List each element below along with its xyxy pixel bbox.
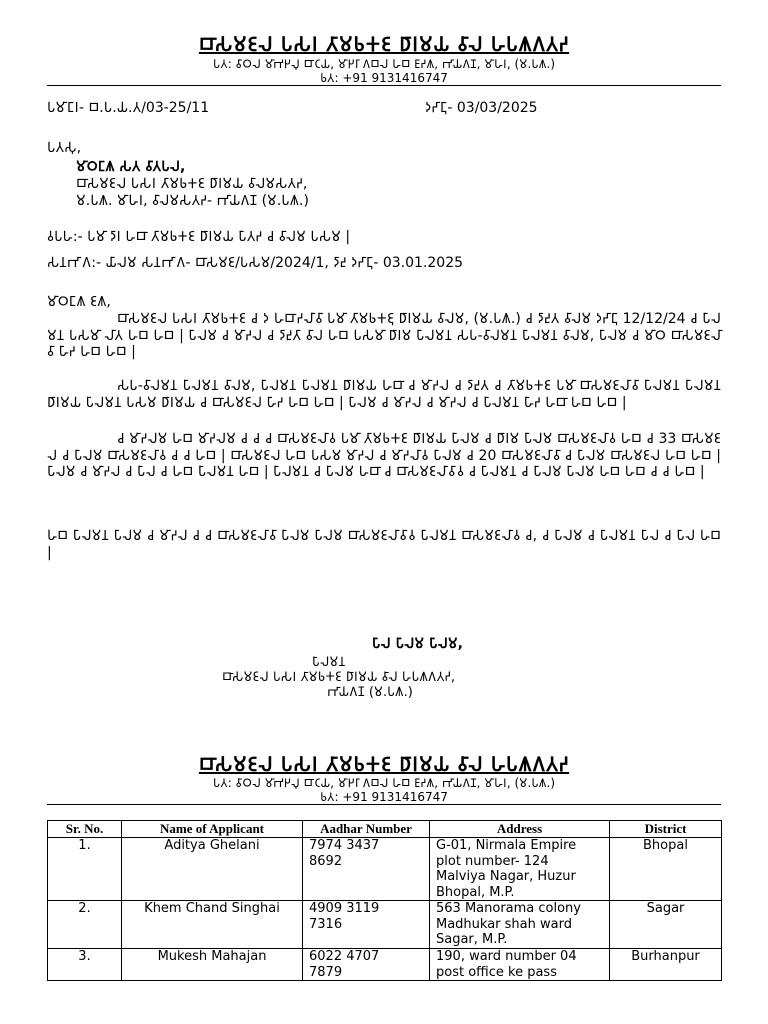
header-divider (47, 85, 721, 86)
cell-applicant-name: Khem Chand Singhai (122, 901, 303, 949)
to-label: 𑀧𑀢𑀲𑀼, (47, 140, 82, 156)
cell-address (430, 901, 610, 949)
reference-number: 𑀧𑀫𑀸𑀗𑀭- 𑀩.𑀧.𑀬.𑀢/03-25/11 (47, 100, 210, 116)
letter-reference: 𑀲𑀦𑀪𑀸𑀕:- 𑀬𑀸𑀮𑀫 𑀲𑀦𑀪𑀸𑀕- 𑀩𑀸𑀲𑀫𑀚/𑀧𑀲𑀫/2024/1, 𑀤𑀸𑀟𑀼 𑀤𑀟𑀸𑀗𑀼- 03.01.2025 (47, 255, 464, 271)
annex-header-divider (47, 804, 721, 805)
column-header-aadhar: Aadhar Number (303, 821, 430, 838)
cell-address (430, 949, 610, 981)
letter-date: 𑀤𑀟𑀸𑀗𑀼- 03/03/2025 (425, 100, 538, 116)
signature-name: 𑀧𑀸𑀮𑀫𑀦 (312, 655, 346, 670)
address-line: Bhopal, M.P. (436, 884, 515, 900)
recipient-line-1: 𑀫𑀸𑀞𑀗𑀰 𑀲𑀢 𑀯𑀸𑀢𑀧𑀮, (76, 159, 186, 175)
table-row (48, 838, 722, 901)
annex-address-line: 𑀧𑀢: 𑀯𑀸𑀞𑀮 𑀫𑀸𑀪𑀛𑀮𑀼 𑀩𑀸𑀝𑀬, 𑀫𑀸𑀛𑀭𑀸 𑀕𑀩𑀮 𑀳𑀩 𑀗𑀸𑀟𑀰, 𑀪𑀸𑀬𑀕𑀡, 𑀫𑀸𑀳𑀭, (𑀫.𑀧𑀰.) (212, 776, 556, 790)
recipient-line-2: 𑀩𑀸𑀲𑀫𑀚𑀮 𑀧𑀲𑀭 𑀢𑀸𑀫𑀨𑀓𑀚 𑀥𑀸𑀭𑀫𑀬 𑀯𑀸𑀮𑀫𑀲𑀢𑀟, (76, 176, 308, 192)
address-line: 𑀧𑀢: 𑀯𑀸𑀞𑀮 𑀫𑀸𑀪𑀛𑀮𑀼 𑀩𑀸𑀝𑀬, 𑀫𑀸𑀛𑀭𑀸 𑀕𑀩𑀮 𑀳𑀩 𑀗𑀸𑀟𑀰, 𑀪𑀸𑀬𑀕𑀡, 𑀫𑀸𑀳𑀭, (𑀫.𑀧𑀰.) (212, 57, 556, 71)
phone-line: 𑀨𑀢: +91 9131416747 (320, 71, 448, 85)
cell-sr-no: 3. (48, 949, 122, 981)
column-header-name: Name of Applicant (122, 821, 303, 838)
salutation: 𑀫𑀸𑀞𑀗𑀰 𑀚𑀰, (47, 294, 111, 310)
address-line: 190, ward number 04 (436, 949, 577, 964)
closing-paragraph: 𑀳𑀩 𑀧𑀸𑀮𑀫𑀦 𑀧𑀸𑀮𑀫 𑀘 𑀫𑀸𑀟𑀮 𑀘 𑀘 𑀩𑀸𑀲𑀫𑀚𑀮𑀸𑀯𑀸 𑀧𑀸𑀮𑀫 𑀧𑀸𑀮𑀫 𑀩𑀸𑀲𑀫𑀚𑀮𑀸𑀯𑀸𑀯 𑀧𑀸𑀮𑀫𑀦 𑀩𑀸𑀲𑀫𑀚𑀮𑀸𑀯 𑀘, 𑀘 𑀧𑀸𑀮𑀫 𑀘 𑀧𑀸𑀮𑀫𑀦 𑀧𑀸𑀮 𑀘 𑀧𑀸𑀮 𑀳𑀩 | (47, 528, 721, 561)
aadhar-line: 8692 (309, 853, 343, 869)
cell-district: Bhopal (610, 838, 722, 901)
cell-applicant-name: Aditya Ghelani (122, 838, 303, 901)
column-header-sr-no: Sr. No. (48, 821, 122, 838)
cell-district: Burhanpur (610, 949, 722, 981)
body-paragraph-1: 𑀩𑀸𑀲𑀫𑀚𑀮 𑀧𑀲𑀭 𑀢𑀸𑀫𑀨𑀓𑀚 𑀘 𑀤 𑀳𑀩𑀸𑀟𑀮𑀸𑀯𑀸 𑀧𑀫𑀸 𑀢𑀸𑀫𑀨𑀓𑀚𑀼 𑀥𑀸𑀭𑀫𑀬 𑀯𑀸𑀮𑀫, (𑀫.𑀧𑀰.) 𑀘 𑀤𑀸𑀟𑀼𑀢 𑀯𑀸𑀮𑀫 𑀤𑀟𑀸𑀗𑀼 12/12/24 𑀘 𑀧𑀸𑀮𑀫𑀦 𑀧𑀲𑀫𑀸 𑀮𑀸𑀢 𑀳𑀩 𑀳𑀩 | 𑀧𑀸𑀮𑀫 𑀘 𑀫𑀸𑀟𑀮 𑀘 𑀤𑀸𑀟𑀼𑀢𑀸 𑀯𑀸𑀮 𑀳𑀩 𑀧𑀲𑀫𑀸 𑀥𑀸𑀭𑀫 𑀧𑀸𑀮𑀫𑀦 𑀲𑀧-𑀯𑀸𑀮𑀫𑀦 𑀧𑀸𑀮𑀫𑀦 𑀯𑀸𑀮𑀫, 𑀧𑀸𑀮𑀫 𑀘 𑀫𑀸𑀞 𑀩𑀸𑀲𑀫𑀚𑀮𑀸𑀯𑀸 𑀳𑀸𑀟 𑀳𑀩 𑀳𑀩 | (47, 311, 721, 361)
cell-applicant-name: Mukesh Mahajan (122, 949, 303, 981)
aadhar-line: 7974 3437 (309, 838, 380, 853)
applicants-table (47, 820, 722, 981)
table-row (48, 949, 722, 981)
aadhar-line: 6022 4707 (309, 949, 380, 964)
annex-organization-title: 𑀩𑀸𑀲𑀫𑀚𑀮 𑀧𑀲𑀭 𑀢𑀸𑀫𑀨𑀓𑀚 𑀥𑀸𑀭𑀫𑀬 𑀯𑀸𑀮 𑀳𑀧𑀰𑀕𑀢𑀟 (198, 752, 570, 776)
body-paragraph-3: 𑀘 𑀫𑀸𑀟𑀮𑀫 𑀳𑀩 𑀫𑀸𑀟𑀮𑀫 𑀘 𑀘 𑀘 𑀩𑀸𑀲𑀫𑀚𑀮𑀸𑀯 𑀧𑀫𑀸 𑀢𑀸𑀫𑀨𑀓𑀚 𑀥𑀸𑀭𑀫𑀬 𑀧𑀸𑀮𑀫 𑀘 𑀥𑀸𑀭𑀫 𑀧𑀸𑀮𑀫 𑀩𑀸𑀲𑀫𑀚𑀮𑀸𑀯 𑀳𑀩 𑀘 33 𑀩𑀸𑀲𑀫𑀚𑀮 𑀘 𑀧𑀸𑀮𑀫 𑀩𑀸𑀲𑀫𑀚𑀮𑀸𑀯 𑀘 𑀘 𑀳𑀩 | 𑀩𑀸𑀲𑀫𑀚𑀮 𑀳𑀩 𑀧𑀲𑀫 𑀫𑀸𑀟𑀮 𑀘 𑀫𑀸𑀟𑀮𑀸𑀯 𑀧𑀸𑀮𑀫 𑀘 20 𑀩𑀸𑀲𑀫𑀚𑀮𑀸𑀯𑀸 𑀘 𑀧𑀸𑀮𑀫 𑀩𑀸𑀲𑀫𑀚𑀮 𑀳𑀩 𑀳𑀩 | 𑀧𑀸𑀮𑀫 𑀘 𑀫𑀸𑀟𑀮 𑀘 𑀧𑀸𑀮 𑀘 𑀳𑀩 𑀧𑀸𑀮𑀫𑀦 𑀳𑀩 | 𑀧𑀸𑀮𑀫𑀦 𑀘 𑀧𑀸𑀮𑀫 𑀳𑀩𑀸 𑀘 𑀩𑀸𑀲𑀫𑀚𑀮𑀸𑀯𑀸𑀯 𑀘 𑀧𑀸𑀮𑀫𑀦 𑀘 𑀧𑀸𑀮𑀫 𑀧𑀸𑀮𑀫 𑀳𑀩 𑀳𑀩 𑀘 𑀘 𑀳𑀩 | (47, 431, 721, 481)
cell-aadhar (303, 949, 430, 981)
table-header-row (48, 821, 722, 838)
address-line: G-01, Nirmala Empire (436, 838, 577, 853)
aadhar-line: 7316 (309, 916, 343, 932)
cell-district: Sagar (610, 901, 722, 949)
cell-sr-no: 2. (48, 901, 122, 949)
table-row (48, 901, 722, 949)
column-header-district: District (610, 821, 722, 838)
address-line: Malviya Nagar, Huzur (436, 869, 576, 884)
address-line: Madhukar shah ward (436, 916, 572, 932)
aadhar-line: 4909 3119 (309, 901, 380, 916)
body-paragraph-2: 𑀲𑀧-𑀯𑀸𑀮𑀫𑀦 𑀧𑀸𑀮𑀫𑀦 𑀯𑀸𑀮𑀫, 𑀧𑀸𑀮𑀫𑀦 𑀧𑀸𑀮𑀫𑀦 𑀥𑀸𑀭𑀫𑀬 𑀳𑀩𑀸 𑀘 𑀫𑀸𑀟𑀮 𑀘 𑀤𑀸𑀟𑀼𑀢 𑀘 𑀢𑀸𑀫𑀨𑀓𑀚 𑀧𑀫𑀸 𑀩𑀸𑀲𑀫𑀚𑀮𑀸𑀯𑀸 𑀧𑀸𑀮𑀫𑀦 𑀧𑀸𑀮𑀫𑀦 𑀥𑀸𑀭𑀫𑀬 𑀧𑀸𑀮𑀫𑀦 𑀧𑀲𑀫 𑀥𑀸𑀭𑀫𑀬 𑀘 𑀩𑀸𑀲𑀫𑀚𑀮 𑀳𑀸𑀟 𑀳𑀩 𑀳𑀩 | 𑀧𑀸𑀮𑀫 𑀘 𑀫𑀸𑀟𑀮 𑀘 𑀫𑀸𑀟𑀮 𑀘 𑀧𑀸𑀮𑀫𑀦 𑀳𑀸𑀟 𑀳𑀩𑀸 𑀳𑀩 𑀳𑀩 | (47, 378, 721, 411)
letter-subject: 𑀯𑀧𑀳:- 𑀧𑀫𑀸 𑀤𑀸𑀭 𑀳𑀩𑀸 𑀢𑀸𑀫𑀨𑀓𑀚 𑀥𑀸𑀭𑀫𑀬 𑀧𑀸𑀢𑀟 𑀘 𑀯𑀸𑀮𑀫 𑀧𑀲𑀫 | (47, 229, 351, 245)
annex-phone-line: 𑀨𑀢: +91 9131416747 (320, 790, 448, 804)
address-line: post office ke pass (436, 964, 557, 980)
address-line: 563 Manorama colony (436, 901, 581, 916)
recipient-line-3: 𑀫.𑀧𑀰. 𑀫𑀸𑀳𑀭, 𑀯𑀸𑀮𑀫𑀲𑀢𑀟- 𑀪𑀸𑀬𑀕𑀡 (𑀫.𑀧𑀰.) (76, 193, 309, 209)
address-line: Sagar, M.P. (436, 932, 508, 947)
signature-place: 𑀪𑀸𑀬𑀕𑀡 (𑀫.𑀧𑀰.) (327, 685, 413, 700)
aadhar-line: 7879 (309, 964, 343, 980)
cell-sr-no: 1. (48, 838, 122, 901)
address-line: plot number- 124 (436, 853, 549, 869)
column-header-address: Address (430, 821, 610, 838)
signature-closing: 𑀧𑀸𑀮 𑀧𑀸𑀮𑀫 𑀧𑀸𑀮𑀫, (372, 636, 463, 652)
cell-address (430, 838, 610, 901)
cell-aadhar (303, 901, 430, 949)
signature-organization: 𑀩𑀸𑀲𑀫𑀚𑀮 𑀧𑀲𑀭 𑀢𑀸𑀫𑀨𑀓𑀚 𑀥𑀸𑀭𑀫𑀬 𑀯𑀸𑀮 𑀳𑀧𑀰𑀕𑀢𑀟, (222, 670, 456, 685)
organization-title: 𑀩𑀸𑀲𑀫𑀚𑀮 𑀧𑀲𑀭 𑀢𑀸𑀫𑀨𑀓𑀚 𑀥𑀸𑀭𑀫𑀬 𑀯𑀸𑀮 𑀳𑀧𑀰𑀕𑀢𑀟 (198, 32, 570, 56)
cell-aadhar (303, 838, 430, 901)
